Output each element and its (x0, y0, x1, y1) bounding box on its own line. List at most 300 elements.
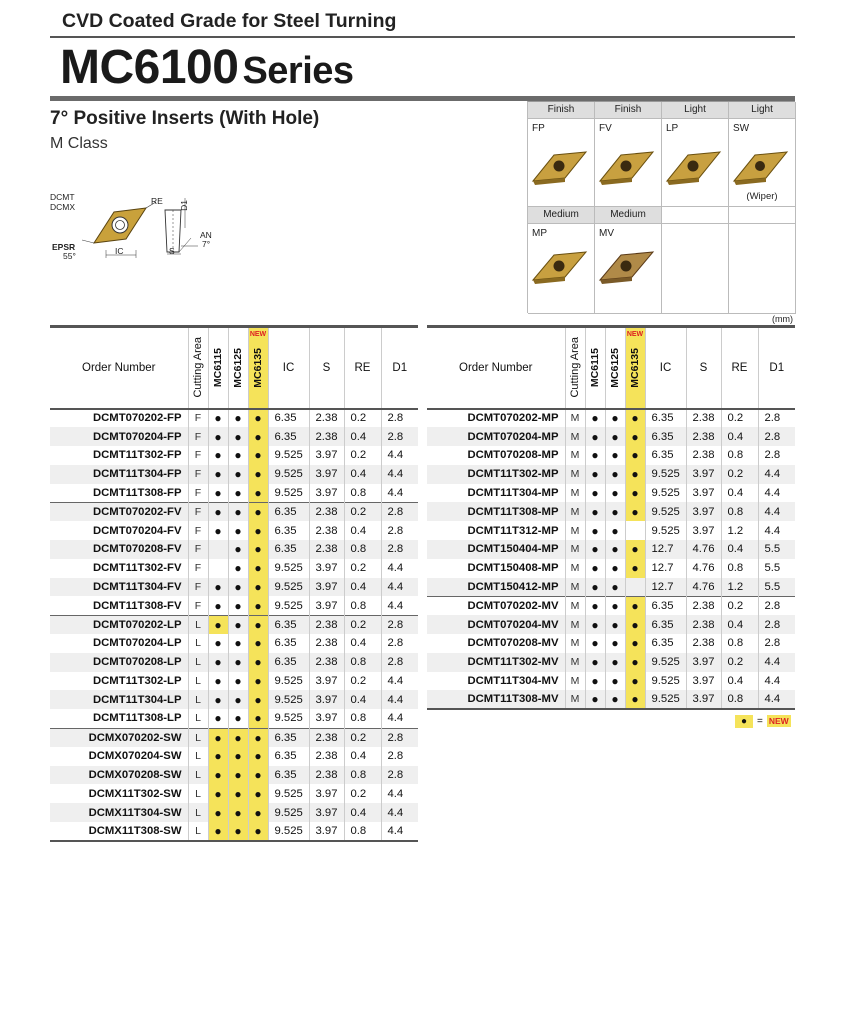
d1-cell: 4.4 (758, 502, 795, 521)
grade-mc6135-cell: ● (248, 446, 268, 465)
d1-cell: 4.4 (387, 562, 404, 575)
chipbreaker-cell (595, 224, 662, 314)
diagram-label-an: AN (200, 230, 212, 240)
d1-cell: 2.8 (381, 615, 418, 634)
ic-cell: 6.35 (268, 521, 309, 540)
grade-mc6115-cell: ● (585, 465, 605, 484)
cutting-area-cell: F (188, 578, 208, 597)
d1-header: D1 (758, 327, 795, 409)
grade-mc6115-cell: ● (208, 446, 228, 465)
cutting-area-cell: F (188, 465, 208, 484)
grade-mc6135-cell: ● (248, 427, 268, 446)
grade-mc6125-cell: ● (228, 521, 248, 540)
cutting-area-cell: M (565, 502, 585, 521)
grade-mc6125-cell: ● (605, 634, 625, 653)
insert-class-label: M Class (50, 135, 108, 152)
grade-mc6115-cell: ● (585, 484, 605, 503)
grade-mc6115-cell: ● (208, 465, 228, 484)
d1-cell: 4.4 (387, 486, 404, 499)
cutting-area-cell: M (565, 672, 585, 691)
re-cell: 0.2 (344, 559, 381, 578)
re-cell: 0.8 (344, 822, 381, 841)
grade-mc6135-cell: ● (625, 634, 645, 653)
s-cell: 2.38 (309, 409, 344, 428)
grade-mc6115-cell: ● (208, 784, 228, 803)
d1-cell: 4.4 (758, 653, 795, 672)
grade-mc6135-header: NEW MC6135 (248, 327, 268, 409)
s-header: S (686, 327, 721, 409)
cutting-area-cell: M (565, 615, 585, 634)
re-cell: 0.8 (344, 596, 381, 615)
ic-cell: 9.525 (268, 484, 309, 503)
cutting-area-header: Cutting Area (188, 327, 208, 409)
ic-cell: 6.35 (645, 615, 686, 634)
table-row (427, 409, 795, 428)
s-cell: 4.76 (686, 578, 721, 597)
ic-cell: 9.525 (645, 484, 686, 503)
table-row (427, 465, 795, 484)
grade-mc6115-cell (208, 559, 228, 578)
order-number-cell: DCMX070204-SW (50, 747, 188, 766)
grade-mc6115-cell: ● (208, 521, 228, 540)
usage-label: Medium (595, 207, 662, 224)
grade-mc6135-cell: ● (625, 615, 645, 634)
s-cell: 3.97 (686, 465, 721, 484)
cutting-area-cell: M (565, 596, 585, 615)
d1-cell: 4.4 (764, 487, 781, 500)
chipbreaker-cell (528, 119, 595, 207)
d1-cell: 5.5 (758, 540, 795, 559)
ic-cell: 9.525 (268, 465, 309, 484)
order-number-cell: DCMX070208-SW (50, 766, 188, 785)
d1-cell: 4.4 (381, 822, 418, 841)
usage-label: Finish (528, 102, 595, 119)
d1-cell: 2.8 (764, 412, 781, 425)
order-number-cell: DCMT11T302-MV (427, 653, 565, 672)
re-cell: 0.2 (344, 784, 381, 803)
cutting-area-cell: L (188, 747, 208, 766)
cutting-area-cell: F (188, 409, 208, 428)
chipbreaker-cell (528, 224, 595, 314)
re-cell: 0.8 (344, 540, 381, 559)
table-row (427, 521, 795, 540)
s-cell: 2.38 (686, 427, 721, 446)
order-number-cell: DCMT070204-FP (50, 427, 188, 446)
order-number-cell: DCMT11T312-MP (427, 521, 565, 540)
cutting-area-cell: F (188, 521, 208, 540)
re-cell: 0.8 (344, 653, 381, 672)
order-number-cell: DCMT070202-MP (427, 409, 565, 428)
re-cell: 0.4 (344, 578, 381, 597)
table-row (427, 615, 795, 634)
re-header: RE (721, 327, 758, 409)
grade-mc6125-cell: ● (228, 615, 248, 634)
re-cell: 0.8 (344, 709, 381, 728)
s-cell: 2.38 (309, 766, 344, 785)
d1-cell: 4.4 (387, 712, 404, 725)
s-cell: 2.38 (686, 446, 721, 465)
grade-mc6135-cell: ● (625, 653, 645, 672)
table-row (50, 728, 418, 747)
grade-mc6135-cell: ● (248, 709, 268, 728)
re-cell: 0.8 (721, 690, 758, 709)
order-number-cell: DCMT070202-FV (50, 502, 188, 521)
grade-mc6135-cell: ● (248, 784, 268, 803)
ic-cell: 6.35 (268, 540, 309, 559)
s-cell: 2.38 (686, 409, 721, 428)
grade-mc6115-cell: ● (208, 728, 228, 747)
ic-cell: 9.525 (268, 672, 309, 691)
table-row (50, 690, 418, 709)
grade-mc6135-cell: ● (248, 728, 268, 747)
diagram-label-epsr-angle: 55° (63, 251, 76, 261)
re-cell: 0.2 (344, 615, 381, 634)
empty-cell (729, 224, 796, 314)
ic-cell: 6.35 (268, 766, 309, 785)
cutting-area-header: Cutting Area (565, 327, 585, 409)
s-cell: 3.97 (309, 559, 344, 578)
cutting-area-cell: F (188, 502, 208, 521)
order-number-cell: DCMT11T302-LP (50, 672, 188, 691)
table-row (50, 596, 418, 615)
grade-mc6115-cell: ● (585, 690, 605, 709)
ic-cell: 12.7 (645, 559, 686, 578)
grade-mc6115-cell: ● (585, 672, 605, 691)
usage-label: Finish (595, 102, 662, 119)
order-number-cell: DCMT11T308-FV (50, 596, 188, 615)
order-number-cell: DCMX11T302-SW (50, 784, 188, 803)
grade-mc6135-cell: ● (248, 465, 268, 484)
grade-mc6115-cell: ● (585, 521, 605, 540)
d1-cell: 2.8 (381, 540, 418, 559)
ic-cell: 9.525 (645, 502, 686, 521)
grade-mc6125-cell: ● (228, 502, 248, 521)
grade-mc6115-cell: ● (208, 578, 228, 597)
grade-mc6135-cell: ● (625, 596, 645, 615)
ic-cell: 6.35 (268, 409, 309, 428)
re-cell: 0.4 (344, 803, 381, 822)
d1-cell: 2.8 (387, 750, 404, 763)
order-number-header: Order Number (427, 327, 565, 409)
grade-mc6125-cell: ● (605, 427, 625, 446)
s-cell: 2.38 (686, 634, 721, 653)
s-cell: 2.38 (686, 596, 721, 615)
grade-mc6125-cell: ● (605, 521, 625, 540)
re-cell: 0.2 (721, 465, 758, 484)
unit-label: (mm) (772, 314, 793, 324)
grade-mc6135-cell: ● (248, 596, 268, 615)
d1-cell: 2.8 (764, 449, 781, 462)
diagram-type-dcmx: DCMX (50, 202, 76, 212)
s-cell: 2.38 (309, 521, 344, 540)
grade-mc6125-cell: ● (228, 540, 248, 559)
table-row (50, 465, 418, 484)
chipbreaker-code: SW (733, 123, 750, 134)
grade-mc6135-cell: ● (248, 484, 268, 503)
order-number-cell: DCMX11T304-SW (50, 803, 188, 822)
table-row (427, 690, 795, 709)
ic-header: IC (645, 327, 686, 409)
grade-mc6125-cell: ● (605, 484, 625, 503)
grade-mc6125-cell: ● (228, 766, 248, 785)
ic-cell: 9.525 (268, 784, 309, 803)
s-cell: 3.97 (686, 484, 721, 503)
grade-mc6115-header: MC6115 (585, 327, 605, 409)
diagram-type-dcmt: DCMT (50, 192, 75, 202)
diagram-label-d1: D1 (179, 200, 189, 211)
order-number-cell: DCMT11T302-MP (427, 465, 565, 484)
grade-mc6115-cell: ● (585, 596, 605, 615)
usage-label: Light (662, 102, 729, 119)
grade-mc6125-cell: ● (605, 596, 625, 615)
re-cell: 0.2 (721, 653, 758, 672)
d1-cell: 4.4 (387, 599, 404, 612)
catalog-heading: CVD Coated Grade for Steel Turning (62, 10, 397, 32)
order-number-cell: DCMX070202-SW (50, 728, 188, 747)
table-row (427, 484, 795, 503)
grade-mc6135-cell: ● (248, 615, 268, 634)
ic-cell: 6.35 (645, 446, 686, 465)
re-cell: 0.2 (344, 672, 381, 691)
usage-label: Medium (528, 207, 595, 224)
cutting-area-cell: F (188, 559, 208, 578)
grade-mc6135-cell: ● (625, 409, 645, 428)
order-number-cell: DCMT11T308-MP (427, 502, 565, 521)
cutting-area-cell: L (188, 615, 208, 634)
order-number-cell: DCMT11T308-LP (50, 709, 188, 728)
s-cell: 4.76 (686, 559, 721, 578)
cutting-area-cell: M (565, 484, 585, 503)
d1-cell: 2.8 (381, 653, 418, 672)
s-cell: 3.97 (309, 484, 344, 503)
d1-cell: 5.5 (758, 578, 795, 597)
d1-cell: 4.4 (764, 675, 781, 688)
grade-mc6125-cell: ● (605, 502, 625, 521)
grade-mc6125-header: MC6125 (228, 327, 248, 409)
grade-mc6125-cell: ● (605, 559, 625, 578)
grade-mc6125-cell: ● (228, 747, 248, 766)
grade-mc6135-cell: ● (248, 672, 268, 691)
cutting-area-cell: L (188, 634, 208, 653)
table-row (427, 578, 795, 597)
cutting-area-cell: L (188, 766, 208, 785)
ic-cell: 9.525 (268, 709, 309, 728)
grade-mc6115-cell: ● (585, 559, 605, 578)
re-cell: 0.8 (344, 766, 381, 785)
cutting-area-cell: M (565, 540, 585, 559)
ic-cell: 12.7 (645, 540, 686, 559)
table-row (427, 672, 795, 691)
d1-cell: 2.8 (758, 615, 795, 634)
table-row (50, 784, 418, 803)
grade-mc6135-cell: ● (248, 822, 268, 841)
ic-cell: 9.525 (268, 822, 309, 841)
table-row (50, 709, 418, 728)
order-number-cell: DCMT11T304-MV (427, 672, 565, 691)
order-number-cell: DCMT070208-MV (427, 634, 565, 653)
grade-mc6115-cell: ● (585, 446, 605, 465)
d1-cell: 4.4 (758, 690, 795, 709)
grade-mc6115-cell: ● (208, 615, 228, 634)
cutting-area-cell: M (565, 446, 585, 465)
series-title (60, 40, 354, 95)
re-cell: 0.4 (721, 672, 758, 691)
ic-cell: 6.35 (645, 634, 686, 653)
grade-mc6125-cell: ● (605, 672, 625, 691)
table-row (50, 578, 418, 597)
grade-mc6115-cell: ● (208, 672, 228, 691)
re-cell: 0.2 (344, 446, 381, 465)
grade-mc6125-cell: ● (605, 409, 625, 428)
table-row (427, 502, 795, 521)
table-row (50, 634, 418, 653)
ic-cell: 6.35 (268, 653, 309, 672)
chipbreaker-code: MP (532, 228, 547, 239)
order-number-cell: DCMT150408-MP (427, 559, 565, 578)
re-cell: 0.2 (344, 502, 381, 521)
grade-mc6115-cell: ● (585, 578, 605, 597)
grade-mc6125-cell: ● (605, 465, 625, 484)
d1-cell: 4.4 (387, 787, 404, 800)
s-cell: 3.97 (309, 446, 344, 465)
ic-cell: 6.35 (268, 728, 309, 747)
table-row (50, 409, 418, 428)
s-cell: 2.38 (309, 634, 344, 653)
grade-mc6115-header: MC6115 (208, 327, 228, 409)
order-number-cell: DCMT070204-FV (50, 521, 188, 540)
cutting-area-cell: F (188, 446, 208, 465)
re-header: RE (344, 327, 381, 409)
re-cell: 0.4 (344, 521, 381, 540)
grade-mc6125-cell: ● (228, 784, 248, 803)
table-row (50, 747, 418, 766)
d1-cell: 2.8 (764, 637, 781, 650)
table-row (427, 427, 795, 446)
grade-mc6115-cell: ● (208, 502, 228, 521)
new-tag: NEW (249, 331, 267, 338)
grade-mc6125-cell: ● (228, 409, 248, 428)
grade-mc6125-cell: ● (228, 465, 248, 484)
order-number-cell: DCMT150404-MP (427, 540, 565, 559)
s-cell: 2.38 (309, 747, 344, 766)
order-number-cell: DCMT070202-MV (427, 596, 565, 615)
grade-mc6115-cell: ● (208, 766, 228, 785)
table-row (50, 427, 418, 446)
grade-mc6125-cell: ● (228, 822, 248, 841)
d1-cell: 2.8 (387, 637, 404, 650)
s-cell: 3.97 (686, 690, 721, 709)
order-number-cell: DCMT11T304-LP (50, 690, 188, 709)
table-row (50, 766, 418, 785)
legend-equals: = (757, 715, 763, 727)
d1-cell: 2.8 (381, 728, 418, 747)
grade-mc6125-cell: ● (228, 728, 248, 747)
d1-cell: 4.4 (381, 690, 418, 709)
s-cell: 2.38 (309, 427, 344, 446)
table-row (50, 672, 418, 691)
cutting-area-cell: M (565, 521, 585, 540)
order-number-cell: DCMT150412-MP (427, 578, 565, 597)
order-number-cell: DCMT070202-FP (50, 409, 188, 428)
cutting-area-cell: M (565, 559, 585, 578)
grade-mc6125-cell: ● (228, 427, 248, 446)
re-cell: 0.8 (721, 634, 758, 653)
s-cell: 3.97 (309, 822, 344, 841)
cutting-area-cell: M (565, 427, 585, 446)
grade-mc6125-cell: ● (228, 634, 248, 653)
chipbreaker-cell (729, 119, 796, 207)
order-number-cell: DCMT070204-MP (427, 427, 565, 446)
ic-cell: 6.35 (645, 427, 686, 446)
d1-cell: 4.4 (764, 524, 781, 537)
s-cell: 3.97 (686, 521, 721, 540)
left-order-table (50, 325, 418, 842)
d1-cell: 4.4 (381, 578, 418, 597)
grade-mc6135-cell: ● (248, 521, 268, 540)
re-cell: 0.2 (721, 596, 758, 615)
re-cell: 1.2 (721, 521, 758, 540)
s-cell: 2.38 (309, 728, 344, 747)
usage-label: Light (729, 102, 796, 119)
empty-cell (662, 224, 729, 314)
table-row (50, 653, 418, 672)
grade-mc6115-cell: ● (208, 427, 228, 446)
grade-mc6135-cell: ● (625, 540, 645, 559)
grade-mc6125-cell: ● (605, 653, 625, 672)
ic-cell: 9.525 (268, 690, 309, 709)
order-number-cell: DCMX11T308-SW (50, 822, 188, 841)
grade-mc6135-cell: ● (625, 465, 645, 484)
ic-cell: 9.525 (645, 672, 686, 691)
cutting-area-cell: L (188, 822, 208, 841)
insert-type-title: 7° Positive Inserts (With Hole) (50, 108, 320, 129)
grade-mc6135-cell: ● (625, 484, 645, 503)
re-cell: 1.2 (721, 578, 758, 597)
order-number-header: Order Number (50, 327, 188, 409)
s-cell: 3.97 (309, 578, 344, 597)
cutting-area-cell: L (188, 709, 208, 728)
ic-header: IC (268, 327, 309, 409)
order-number-cell: DCMT11T304-MP (427, 484, 565, 503)
cutting-area-cell: F (188, 427, 208, 446)
wiper-note: (Wiper) (746, 191, 778, 202)
cutting-area-cell: M (565, 634, 585, 653)
grade-mc6125-cell: ● (228, 653, 248, 672)
grade-mc6115-cell: ● (585, 653, 605, 672)
ic-cell: 9.525 (645, 521, 686, 540)
series-name: MC6100 (60, 41, 239, 94)
new-grade-legend (735, 714, 791, 728)
grade-mc6115-cell: ● (208, 803, 228, 822)
diagram-label-s: S (169, 246, 175, 256)
insert-dimension-diagram (48, 188, 238, 264)
grade-mc6135-cell: ● (248, 502, 268, 521)
table-row (50, 521, 418, 540)
grade-mc6135-cell: ● (625, 690, 645, 709)
d1-cell: 4.4 (758, 465, 795, 484)
ic-cell: 9.525 (268, 578, 309, 597)
grade-mc6125-cell: ● (228, 446, 248, 465)
re-cell: 0.8 (721, 446, 758, 465)
grade-mc6135-header: NEW MC6135 (625, 327, 645, 409)
grade-mc6125-cell: ● (228, 690, 248, 709)
cutting-area-cell: M (565, 690, 585, 709)
grade-mc6125-cell: ● (228, 709, 248, 728)
grade-mc6135-cell: ● (248, 747, 268, 766)
s-cell: 3.97 (686, 653, 721, 672)
table-row (427, 634, 795, 653)
grade-mc6135-cell: ● (625, 427, 645, 446)
